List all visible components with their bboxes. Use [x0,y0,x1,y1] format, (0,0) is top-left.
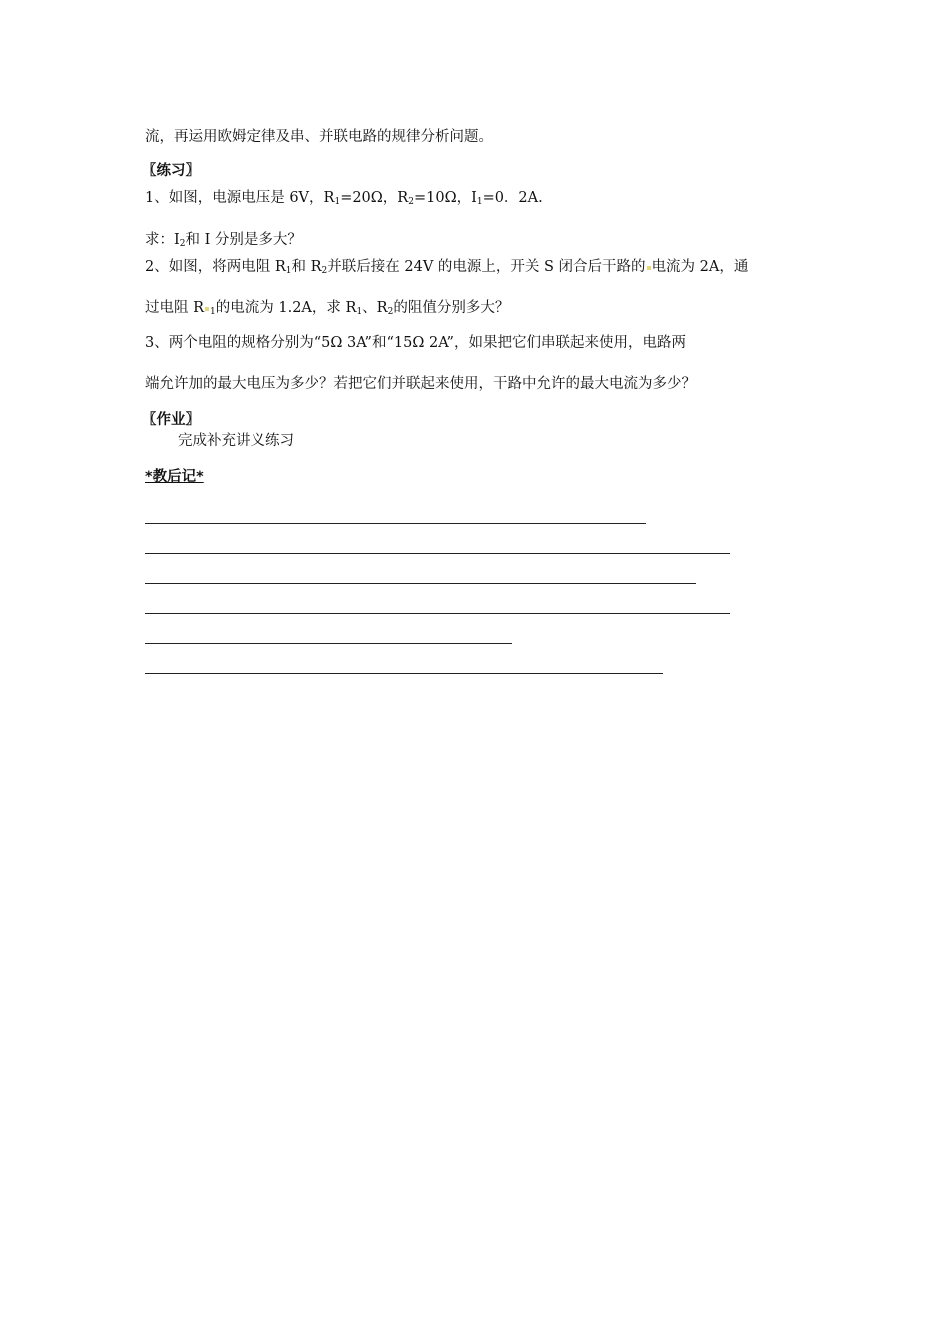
question-3-line-1: 3、两个电阻的规格分别为“5Ω 3A”和“15Ω 2A”，如果把它们串联起来使用，电路两 [145,335,686,351]
question-1-line-2: 求：$I_2$和 I 分别是多大？ [145,232,302,249]
writing-line [145,673,663,674]
writing-line [145,523,646,524]
question-1-line-1: 1、如图，电源电压是 6V，$R_1=20\Omega$，$R_2=10\Omega$，$I_1=0$．2A. [145,190,543,207]
intro-text: 流，再运用欧姆定律及串、并联电路的规律分析问题。 [145,129,493,145]
notes-heading: *教后记* [145,469,204,485]
comment-marker [205,307,209,311]
practice-heading: 〖练习〗 [142,163,200,179]
question-3-line-2: 端允许加的最大电压为多少？若把它们并联起来使用，干路中允许的最大电流为多少？ [145,376,696,392]
writing-line [145,583,696,584]
question-2-line-1: 2、如图，将两电阻 $R_1$和 $R_2$并联后接在 24V 的电源上，开关 S 闭合后干路的 电流为 2A，通 [145,259,749,276]
homework-text: 完成补充讲义练习 [178,433,294,449]
writing-line [145,643,512,644]
comment-marker [647,266,651,270]
writing-line [145,553,730,554]
homework-heading: 〖作业〗 [142,412,200,428]
writing-line [145,613,730,614]
question-2-line-2: 过电阻 R $_1$的电流为 1.2A，求 $R_1$、$R_2$的阻值分别多大？ [145,300,510,317]
